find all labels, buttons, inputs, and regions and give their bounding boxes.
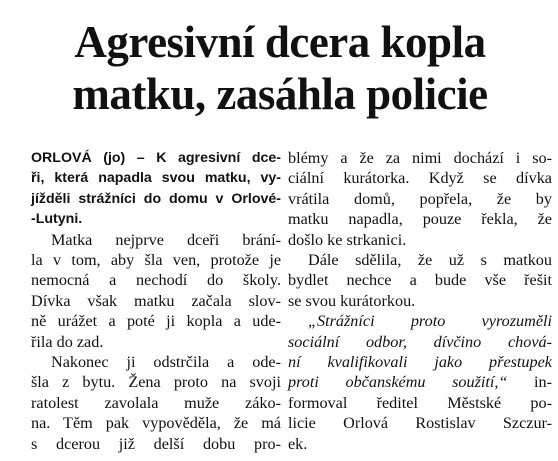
quote-paragraph bbox=[288, 311, 552, 454]
body-line: se svou kurátorkou. bbox=[288, 291, 416, 310]
body-line: řila do zad. bbox=[31, 332, 104, 351]
lead-line: jížděli strážníci do domu v Orlové- bbox=[31, 190, 281, 207]
body-line: ciální kurátorka. Když se dívka bbox=[288, 169, 552, 188]
body-line: na. Těm pak vypověděla, že má bbox=[31, 414, 281, 433]
body-line: bydlet nechce a bude vše řešit bbox=[288, 271, 552, 290]
quote-line: „Strážníci proto vyrozuměli bbox=[308, 312, 552, 331]
body-line: licie Orlová Rostislav Szczur- bbox=[288, 414, 552, 433]
body-line: nemocná a nechodí do školy. bbox=[31, 271, 281, 290]
body-paragraph-3 bbox=[288, 148, 552, 250]
headline-line-2: matku, zasáhla policie bbox=[72, 69, 488, 119]
body-paragraph-2 bbox=[31, 352, 281, 454]
article-column-left bbox=[31, 148, 281, 454]
body-line: vrátila domů, popřela, že by bbox=[288, 189, 552, 208]
body-line: matku napadla, pouze řekla, že bbox=[288, 210, 552, 229]
body-line: došlo ke strkanici. bbox=[288, 230, 407, 249]
body-line: Nakonec ji odstrčila a ode- bbox=[51, 353, 281, 372]
article-headline bbox=[6, 16, 554, 120]
body-line: Dále sdělila, že už s matkou bbox=[308, 251, 552, 270]
body-line: ratolest zavolala muže záko- bbox=[31, 393, 281, 412]
lead-line: ORLOVÁ (jo) – K agresivní dce- bbox=[31, 150, 281, 166]
body-line: Matka nejprve dceři brání- bbox=[51, 230, 281, 249]
lead-paragraph bbox=[31, 148, 281, 230]
quote-line: ní kvalifikovali jako přestupek bbox=[288, 353, 552, 372]
body-line: ně urážet a poté ji kopla a ude- bbox=[31, 312, 281, 331]
quote-line: sociální odbor, dívčino chová- bbox=[288, 332, 552, 351]
quote-closing-tail: in- bbox=[507, 373, 552, 392]
body-line: Dívka však matku začala slov- bbox=[31, 291, 281, 310]
quote-closing-italic: proti občanskému soužití,“ bbox=[288, 373, 508, 392]
body-line: la v tom, aby šla ven, protože je bbox=[31, 251, 281, 270]
body-line: s dcerou již delší dobu pro- bbox=[31, 434, 281, 453]
body-line: šla z bytu. Žena proto na svoji bbox=[31, 373, 281, 392]
article-column-right bbox=[288, 148, 552, 454]
headline-line-1: Agresivní dcera kopla bbox=[74, 17, 486, 67]
body-paragraph-4 bbox=[288, 250, 552, 311]
body-paragraph-1 bbox=[31, 230, 281, 352]
body-line: blémy a že za nimi dochází i so- bbox=[288, 149, 552, 167]
body-line: formoval ředitel Městské po- bbox=[288, 393, 552, 412]
body-line: ek. bbox=[288, 434, 308, 453]
quote-closing-line bbox=[288, 372, 552, 392]
lead-line: -Lutyni. bbox=[31, 211, 83, 228]
lead-line: ři, která napadla svou matku, vy- bbox=[31, 170, 281, 187]
